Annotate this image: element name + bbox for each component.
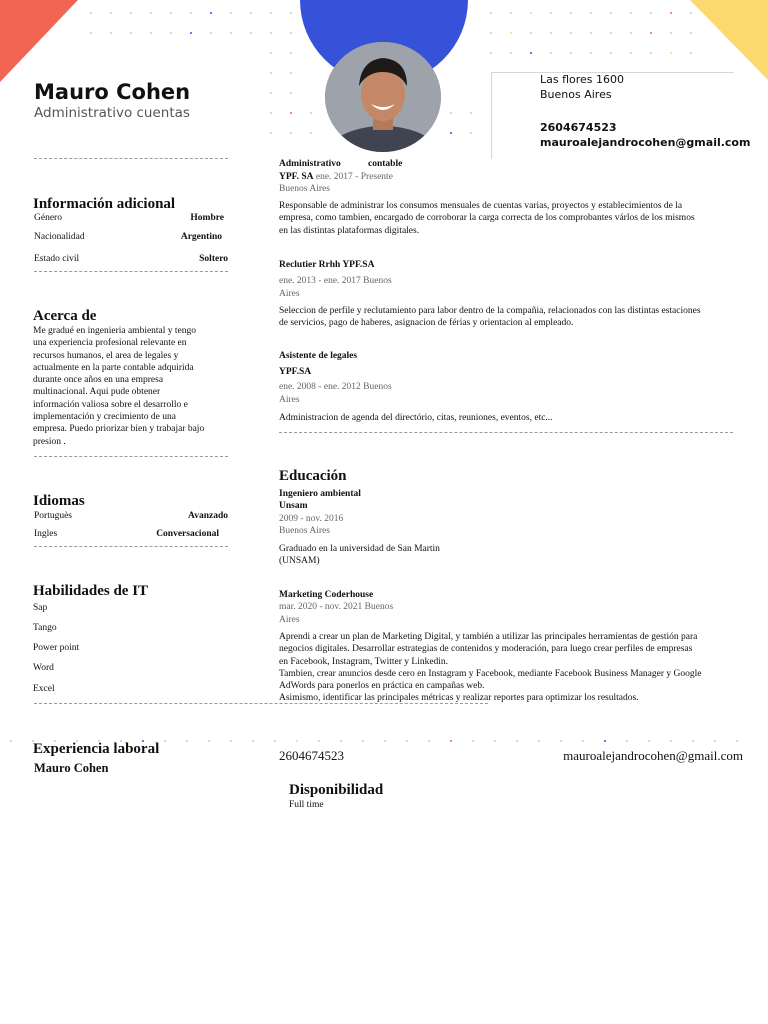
footer-title: Experiencia laboral xyxy=(33,741,160,757)
decorative-dot xyxy=(516,740,518,742)
decorative-dot xyxy=(550,12,552,14)
education-dates: mar. 2020 - nov. 2021 Buenos xyxy=(279,602,394,612)
decorative-dot xyxy=(270,72,272,74)
decorative-dot xyxy=(470,112,472,114)
description-line: en las distintas plataformas digitales. xyxy=(279,225,420,236)
decorative-dot xyxy=(270,52,272,54)
info-value: Soltero xyxy=(199,254,228,264)
decorative-dot xyxy=(590,52,592,54)
about-line: empresa. Puedo priorizar bien y trabajar bajo xyxy=(33,424,205,435)
job-description xyxy=(279,412,749,424)
footer-email[interactable]: mauroalejandrocohen@gmail.com xyxy=(563,748,743,763)
decorative-dot xyxy=(296,740,298,742)
about-title: Acerca de xyxy=(33,308,97,324)
decorative-dot xyxy=(736,740,738,742)
about-text xyxy=(33,325,233,448)
footer-name: Mauro Cohen xyxy=(34,761,109,775)
decorative-dot xyxy=(530,12,532,14)
decorative-dot xyxy=(210,12,212,14)
education-dates: 2009 - nov. 2016 xyxy=(279,514,344,524)
description-line: (UNSAM) xyxy=(279,556,320,567)
decorative-dot xyxy=(590,12,592,14)
decorative-dot xyxy=(150,32,152,34)
decorative-dot xyxy=(690,12,692,14)
decorative-dot xyxy=(406,740,408,742)
decorative-dot xyxy=(362,740,364,742)
job-dates: ene. 2013 - ene. 2017 Buenos xyxy=(279,276,392,286)
decorative-dot xyxy=(270,132,272,134)
decorative-dot xyxy=(384,740,386,742)
decorative-dot xyxy=(310,112,312,114)
job-location: Aires xyxy=(279,395,300,405)
decorative-dot xyxy=(630,52,632,54)
decorative-dot xyxy=(270,12,272,14)
decorative-dot xyxy=(318,740,320,742)
decorative-dot xyxy=(472,740,474,742)
decorative-dot xyxy=(170,32,172,34)
decorative-dot xyxy=(450,132,452,134)
decorative-dot xyxy=(164,740,166,742)
decorative-dot xyxy=(714,740,716,742)
it-skill-item: Excel xyxy=(33,684,55,694)
decorative-dot xyxy=(494,740,496,742)
language-level: Conversacional xyxy=(156,529,219,539)
education-degree: Marketing Coderhouse xyxy=(279,590,374,600)
education-school: Unsam xyxy=(279,501,308,511)
about-line: multinacional. Aqui pude obtener xyxy=(33,387,161,398)
decorative-dot xyxy=(650,12,652,14)
decorative-dot xyxy=(210,32,212,34)
decorative-dot xyxy=(582,740,584,742)
decorative-dot xyxy=(650,52,652,54)
education-description xyxy=(279,543,440,568)
info-row-civil-status xyxy=(34,254,228,264)
it-skill-item: Word xyxy=(33,663,54,673)
it-skill-item: Tango xyxy=(33,623,57,633)
description-line: Asimismo, identificar las principales métricas y realizar reportes para optimizar los resultados. xyxy=(279,693,639,704)
decorative-dot xyxy=(670,740,672,742)
job-title-part: Administrativo xyxy=(279,159,341,169)
decorative-dot xyxy=(450,112,452,114)
description-line: Tambien, crear anuncios desde cero en Instagram y Facebook, mediante Facebook Business Manager y Google xyxy=(279,668,702,679)
decorative-dot xyxy=(290,92,292,94)
decorative-dot xyxy=(690,32,692,34)
decorative-dot xyxy=(490,32,492,34)
avatar xyxy=(325,42,441,152)
it-skill-item: Sap xyxy=(33,603,48,613)
decorative-dot xyxy=(270,112,272,114)
decorative-dot xyxy=(110,12,112,14)
decorative-dot xyxy=(626,740,628,742)
decorative-dot xyxy=(270,92,272,94)
person-role: Administrativo cuentas xyxy=(34,105,190,121)
decorative-dot xyxy=(550,32,552,34)
decorative-dot xyxy=(310,132,312,134)
description-line: Aprendi a crear un plan de Marketing Digital, y también a utilizar las principales herramientas de gestión para xyxy=(279,632,698,642)
about-line: implementación y crecimiento de una xyxy=(33,412,176,423)
job-title-part: contable xyxy=(368,159,403,169)
decorative-dot xyxy=(130,32,132,34)
divider xyxy=(34,271,228,272)
education-location: Buenos Aires xyxy=(279,526,330,536)
decorative-dot xyxy=(650,32,652,34)
it-skills-title: Habilidades de IT xyxy=(33,583,149,599)
availability-value: Full time xyxy=(289,800,324,810)
address-line1: Las flores 1600 xyxy=(540,73,625,86)
decorative-dot xyxy=(290,52,292,54)
info-row-nationality xyxy=(34,232,222,242)
language-label: Ingles xyxy=(34,529,58,539)
decorative-dot xyxy=(630,32,632,34)
description-line: Seleccion de perfile y reclutamiento para labor dentro de la compañia, relacionados con las distintas estaciones xyxy=(279,306,701,316)
decorative-dot xyxy=(250,32,252,34)
decorative-dot xyxy=(230,740,232,742)
decorative-dot xyxy=(670,12,672,14)
decorative-dot xyxy=(290,132,292,134)
description-line: negocios digitales. Desarrollar estrategias de contenidos y moderación, para luego crear perfiles de empresas xyxy=(279,644,693,655)
it-skill-item: Power point xyxy=(33,643,80,653)
about-line: presion . xyxy=(33,436,66,447)
person-name: Mauro Cohen xyxy=(34,80,191,104)
decorative-dot xyxy=(604,740,606,742)
decorative-dot xyxy=(230,32,232,34)
decorative-dot xyxy=(340,740,342,742)
footer-phone[interactable]: 2604674523 xyxy=(279,748,344,763)
job-location: Buenos Aires xyxy=(279,184,330,194)
info-label: Género xyxy=(34,213,62,223)
about-line: actualmente en la parte contable adquirida xyxy=(33,362,194,373)
decorative-dot xyxy=(670,32,672,34)
about-line: una experiencia profesional relevante en xyxy=(33,338,187,349)
languages-title: Idiomas xyxy=(33,493,85,509)
decorative-dot xyxy=(530,52,532,54)
info-title: Información adicional xyxy=(33,196,176,212)
about-line: información valiosa sobre el desarrollo e xyxy=(33,399,188,410)
decorative-dot xyxy=(208,740,210,742)
description-line: AdWords para ponerlos en práctica en campañas web. xyxy=(279,681,485,692)
decorative-dot xyxy=(470,132,472,134)
decorative-dot xyxy=(570,12,572,14)
decorative-dot xyxy=(610,52,612,54)
divider xyxy=(34,456,228,457)
decorative-dot xyxy=(490,12,492,14)
decorative-dot xyxy=(510,52,512,54)
job-title: Reclutier Rrhh YPF.SA xyxy=(279,260,375,270)
info-value: Hombre xyxy=(190,213,224,223)
decorative-dot xyxy=(230,12,232,14)
decorative-dot xyxy=(530,32,532,34)
decorative-dot xyxy=(290,72,292,74)
decorative-dot xyxy=(250,12,252,14)
decorative-dot xyxy=(692,740,694,742)
decorative-dot xyxy=(150,12,152,14)
decorative-dot xyxy=(450,740,452,742)
about-line: Me gradué en ingenieria ambiental y tengo xyxy=(33,326,197,336)
decorative-dot xyxy=(190,32,192,34)
decorative-dot xyxy=(610,32,612,34)
job-title: Asistente de legales xyxy=(279,351,358,361)
decorative-dot xyxy=(690,52,692,54)
divider xyxy=(34,158,228,159)
info-value: Argentino xyxy=(180,232,222,242)
description-line: Administracion de agenda del directório, citas, reuniones, eventos, etc... xyxy=(279,413,553,423)
decorative-dot xyxy=(252,740,254,742)
decorative-dot xyxy=(274,740,276,742)
decorative-dot xyxy=(648,740,650,742)
decorative-dot xyxy=(270,32,272,34)
job-company: YPF. SA xyxy=(279,172,314,182)
job-dates: ene. 2008 - ene. 2012 Buenos xyxy=(279,382,392,392)
header-phone[interactable]: 2604674523 xyxy=(540,121,617,134)
description-line: en Facebook, Instagram, Twitter y Linkedin. xyxy=(279,656,449,667)
job-dates: ene. 2017 - Presente xyxy=(315,172,393,182)
info-label: Estado civil xyxy=(34,254,80,264)
decorative-dot xyxy=(130,12,132,14)
description-line: de servicios, pago de haberes, asignacion de férias y orientacion al empleado. xyxy=(279,318,574,329)
decorative-dot xyxy=(670,52,672,54)
decorative-dot xyxy=(560,740,562,742)
decorative-dot xyxy=(510,12,512,14)
decorative-dot xyxy=(428,740,430,742)
decorative-dot xyxy=(570,32,572,34)
info-row-gender xyxy=(34,213,224,223)
decorative-dot xyxy=(110,32,112,34)
header-email[interactable]: mauroalejandrocohen@gmail.com xyxy=(540,136,751,149)
decorative-dot xyxy=(186,740,188,742)
decorative-dot xyxy=(10,740,12,742)
decorative-dot xyxy=(90,12,92,14)
divider xyxy=(34,546,228,547)
education-degree: Ingeniero ambiental xyxy=(279,489,361,499)
decorative-dot xyxy=(570,52,572,54)
divider xyxy=(279,432,733,433)
about-line: durante once años en una empresa xyxy=(33,375,164,386)
education-description xyxy=(279,631,749,705)
education-location: Aires xyxy=(279,615,300,625)
language-row xyxy=(34,529,219,539)
decorative-dot xyxy=(550,52,552,54)
address-line2: Buenos Aires xyxy=(540,88,612,101)
decorative-dot xyxy=(190,12,192,14)
about-line: recursos humanos, el area de legales y xyxy=(33,350,179,361)
job-location: Aires xyxy=(279,289,300,299)
decorative-dot xyxy=(290,32,292,34)
description-line: empresa, como tambien, encargado de corroborar la carga correcta de los comprobantes várlos de los mismos xyxy=(279,213,695,224)
description-line: Graduado en la universidad de San Martin xyxy=(279,544,440,554)
decorative-dot xyxy=(90,32,92,34)
decorative-dot xyxy=(590,32,592,34)
decorative-dot xyxy=(610,12,612,14)
job-company: YPF.SA xyxy=(279,367,312,377)
info-label: Nacionalidad xyxy=(34,232,85,242)
job-company-dates xyxy=(279,172,393,182)
decorative-dot xyxy=(538,740,540,742)
job-description xyxy=(279,200,749,237)
job-description xyxy=(279,305,749,330)
decorative-dot xyxy=(510,32,512,34)
availability-title: Disponibilidad xyxy=(289,782,384,798)
language-row xyxy=(34,511,228,521)
decorative-dot xyxy=(170,12,172,14)
decorative-dot xyxy=(290,12,292,14)
language-level: Avanzado xyxy=(188,511,228,521)
decorative-dot xyxy=(490,52,492,54)
decorative-dot xyxy=(290,112,292,114)
language-label: Portuguès xyxy=(34,511,72,521)
education-title: Educación xyxy=(279,468,347,484)
decorative-dot xyxy=(630,12,632,14)
description-line: Responsable de administrar los consumos mensuales de cuentas varias, proyectos y establecimientos de la xyxy=(279,201,683,211)
